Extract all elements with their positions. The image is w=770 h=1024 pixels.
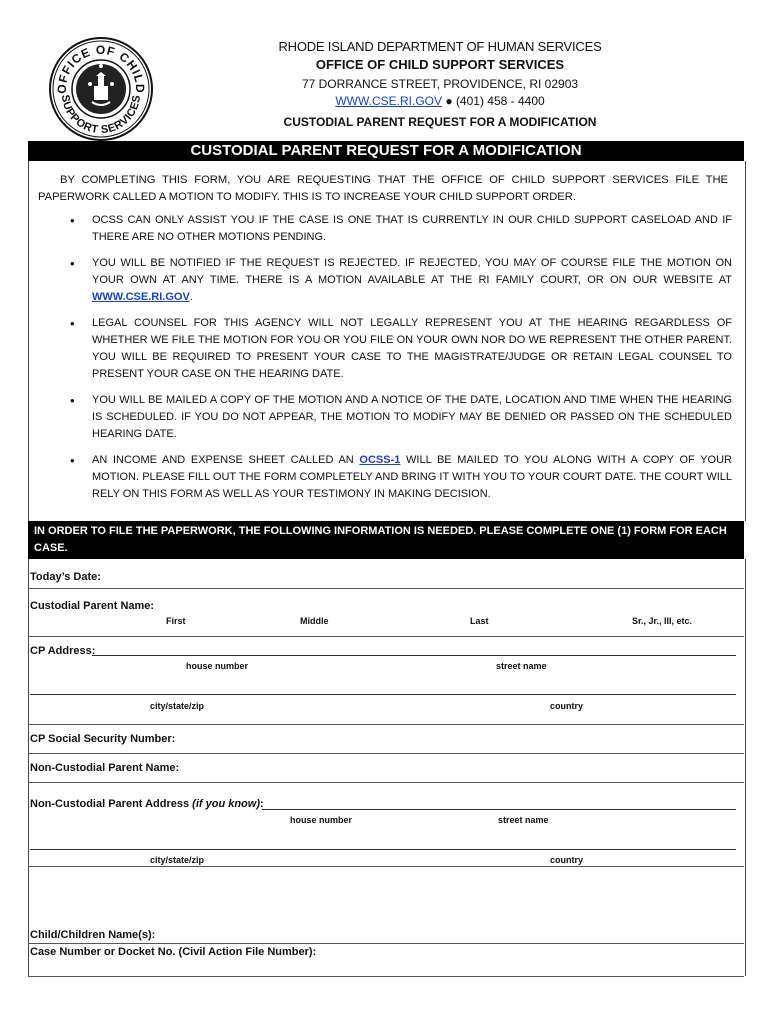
row-divider: [28, 636, 744, 637]
cp-city-line[interactable]: [30, 684, 736, 695]
row-divider: [28, 782, 744, 783]
office-address: 77 DORRANCE STREET, PROVIDENCE, RI 02903: [301, 77, 579, 91]
children-names-label: Child/Children Name(s):: [30, 929, 156, 941]
list-item: • LEGAL COUNSEL FOR THIS AGENCY WILL NOT LEGALLY REPRESENT YOU AT THE HEARING REGARDLESS OF WHETHER WE FILE THE MOTION FOR YOU OR YOU FILE ON YOUR OWN NOR DO WE REPRESENT THE OTHER PARENT. YOU WILL BE REQUIRED TO PRESENT YOUR CASE TO THE MAGISTRATE/JUDGE OR RETAIN LEGAL COUNSEL TO PRESENT YOUR CASE ON THE HEARING DATE.: [92, 315, 732, 383]
row-divider: [28, 866, 744, 867]
intro-paragraph: BY COMPLETING THIS FORM, YOU ARE REQUESTING THAT THE OFFICE OF CHILD SUPPORT SERVICES FILE THE PAPERWORK CALLED A MOTION TO MODIFY. THIS IS TO INCREASE YOUR CHILD SUPPORT ORDER.: [38, 174, 728, 203]
suffix-caption: Sr., Jr., III, etc.: [632, 616, 693, 626]
svg-text:SUPPORT SERVICES: SUPPORT SERVICES: [58, 94, 144, 137]
list-item: • YOU WILL BE MAILED A COPY OF THE MOTION AND A NOTICE OF THE DATE, LOCATION AND TIME WHEN THE HEARING IS SCHEDULED. IF YOU DO NOT APPEAR, THE MOTION TO MODIFY MAY BE DENIED OR PASSED ON THE SCHEDULED HEARING DATE.: [92, 392, 732, 443]
list-item: • YOU WILL BE NOTIFIED IF THE REQUEST IS REJECTED. IF REJECTED, YOU MAY OF COURSE FILE THE MOTION ON YOUR OWN AT ANY TIME. THERE IS A MOTION AVAILABLE AT THE RI FAMILY COURT, OR ON OUR WEBSITE AT WWW.CSE.RI.GOV.: [92, 255, 732, 306]
cp-name-label: Custodial Parent Name:: [30, 600, 155, 612]
svg-text:OFFICE OF CHILD: OFFICE OF CHILD: [54, 42, 148, 94]
middle-name-caption: Middle: [300, 616, 329, 626]
list-item: • AN INCOME AND EXPENSE SHEET CALLED AN OCSS-1 WILL BE MAILED TO YOU ALONG WITH A COPY OF YOUR MOTION. PLEASE FILL OUT THE FORM COMPLETELY AND BRING IT WITH YOU TO YOUR COURT DATE. THE COURT WILL RELY ON THIS FORM AS WELL AS YOUR TESTIMONY IN MAKING DECISION.: [92, 452, 732, 503]
title-banner: CUSTODIAL PARENT REQUEST FOR A MODIFICATION: [28, 141, 744, 161]
house-number-caption: house number: [290, 815, 353, 825]
row-divider: [28, 588, 744, 589]
street-name-caption: street name: [498, 815, 549, 825]
todays-date-label: Today’s Date:: [30, 571, 101, 583]
first-name-caption: First: [166, 616, 186, 626]
contact-line: [240, 94, 640, 108]
row-divider: [28, 753, 744, 754]
city-state-zip-caption: city/state/zip: [150, 701, 205, 711]
website-link[interactable]: WWW.CSE.RI.GOV: [92, 291, 190, 303]
form-title: CUSTODIAL PARENT REQUEST FOR A MODIFICATION: [283, 115, 597, 129]
ncp-address-line[interactable]: [262, 797, 736, 810]
info-banner: IN ORDER TO FILE THE PAPERWORK, THE FOLLOWING INFORMATION IS NEEDED. PLEASE COMPLETE ONE (1) FORM FOR EACH CASE.: [28, 521, 744, 559]
row-divider: [28, 943, 744, 944]
ocss-1-link[interactable]: OCSS-1: [359, 454, 401, 466]
separator-bullet: ●: [445, 94, 453, 108]
department-name: RHODE ISLAND DEPARTMENT OF HUMAN SERVICES: [278, 39, 602, 54]
ncp-name-label: Non-Custodial Parent Name:: [30, 762, 180, 774]
case-number-label: Case Number or Docket No. (Civil Action File Number):: [30, 946, 317, 958]
list-item: • OCSS CAN ONLY ASSIST YOU IF THE CASE IS ONE THAT IS CURRENTLY IN OUR CHILD SUPPORT CASELOAD AND IF THERE ARE NO OTHER MOTIONS PENDING.: [92, 212, 732, 246]
house-number-caption: house number: [186, 661, 249, 671]
ncp-city-line[interactable]: [30, 839, 736, 850]
cp-address-line[interactable]: [92, 643, 736, 656]
office-name: OFFICE OF CHILD SUPPORT SERVICES: [315, 57, 565, 72]
last-name-caption: Last: [470, 616, 489, 626]
country-caption: country: [550, 855, 584, 865]
website-link[interactable]: WWW.CSE.RI.GOV: [335, 94, 442, 108]
ncp-address-label: Non-Custodial Parent Address (if you know):: [30, 798, 264, 810]
phone-number: (401) 458 - 4400: [455, 94, 545, 108]
row-divider: [28, 724, 744, 725]
form-bottom-border: [28, 976, 744, 977]
cp-ssn-label: CP Social Security Number:: [30, 733, 176, 745]
city-state-zip-caption: city/state/zip: [150, 855, 205, 865]
instructions-list: [92, 212, 732, 512]
country-caption: country: [550, 701, 584, 711]
street-name-caption: street name: [496, 661, 547, 671]
cp-address-label: CP Address:: [30, 645, 96, 657]
office-seal-logo: [48, 36, 154, 142]
